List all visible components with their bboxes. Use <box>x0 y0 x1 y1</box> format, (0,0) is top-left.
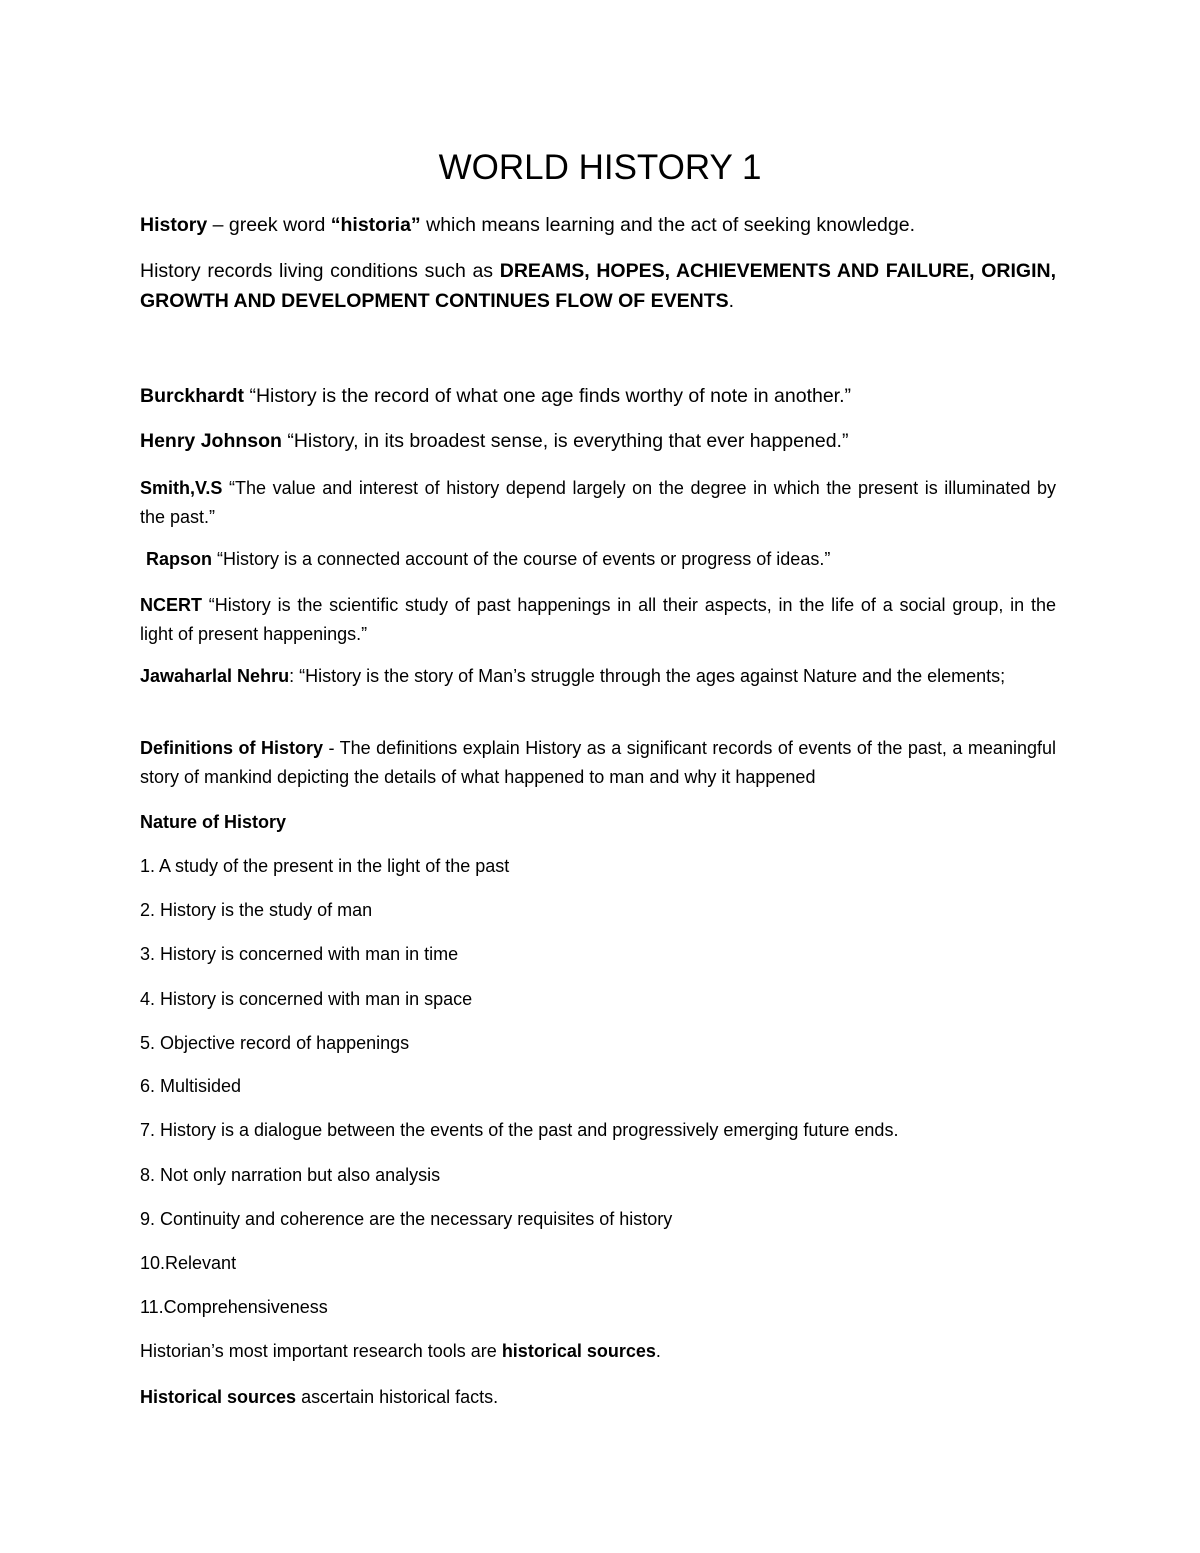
records-bold-list: DREAMS, HOPES, ACHIEVEMENTS AND FAILURE, ORIGIN, GROWTH AND DEVELOPMENT CONTINUES FLOW OF EVENTS <box>140 260 1056 312</box>
nature-item: 9. Continuity and coherence are the necessary requisites of history <box>140 1209 673 1229</box>
nature-item: 10.Relevant <box>140 1253 237 1273</box>
quote-rapson <box>146 545 1062 574</box>
quote-burckhardt <box>140 381 1056 411</box>
nature-heading-text: Nature of History <box>140 812 287 832</box>
document-title: WORLD HISTORY 1 <box>438 148 762 187</box>
nature-item: 8. Not only narration but also analysis <box>140 1165 441 1185</box>
history-definition <box>140 210 1056 240</box>
quote-author: Rapson <box>146 549 213 569</box>
quote-smith <box>140 474 1056 532</box>
quote-text: “History is the record of what one age finds worthy of note in another.” <box>244 385 852 407</box>
history-term: History <box>140 214 208 236</box>
quote-author: Jawaharlal Nehru <box>140 666 290 686</box>
nature-item: 7. History is a dialogue between the events of the past and progressively emerging future ends. <box>140 1120 899 1140</box>
history-definition-rest: which means learning and the act of seeking knowledge. <box>420 214 915 236</box>
quote-author: Henry Johnson <box>140 430 282 452</box>
nature-item: 6. Multisided <box>140 1076 242 1096</box>
quote-henry-johnson <box>140 426 1056 456</box>
nature-item: 2. History is the study of man <box>140 900 373 920</box>
quote-text: “The value and interest of history depend largely on the degree in which the present is illuminated by the past.” <box>140 478 1056 527</box>
nature-item: 4. History is concerned with man in space <box>140 989 473 1009</box>
historia-word: “historia” <box>330 214 421 236</box>
quote-author: Smith,V.S <box>140 478 223 498</box>
quote-ncert <box>140 591 1056 649</box>
history-dash-text: – greek word <box>207 214 331 236</box>
nature-heading <box>140 808 1056 837</box>
quote-author: Burckhardt <box>140 385 245 407</box>
quote-text: “History is a connected account of the course of events or progress of ideas.” <box>212 549 831 569</box>
sources-bold: Historical sources <box>140 1387 297 1407</box>
nature-item: 1. A study of the present in the light of the past <box>140 856 510 876</box>
quote-text: “History, in its broadest sense, is everything that ever happened.” <box>281 430 849 452</box>
nature-item: 3. History is concerned with man in time <box>140 944 459 964</box>
tools-paragraph <box>140 1337 1056 1366</box>
tools-text: Historian’s most important research tools are <box>140 1341 502 1361</box>
definitions-heading: Definitions of History <box>140 738 323 758</box>
tools-end: . <box>655 1341 661 1361</box>
sources-text: ascertain historical facts. <box>296 1387 499 1407</box>
quote-text: “History is the story of Man’s struggle through the ages against Nature and the elements; <box>294 666 1006 686</box>
history-records-paragraph <box>140 256 1056 316</box>
sources-paragraph <box>140 1383 1056 1412</box>
records-text: History records living conditions such as <box>140 260 500 282</box>
records-end: . <box>728 290 735 312</box>
definitions-paragraph <box>140 734 1056 792</box>
definitions-text: - The definitions explain History as a significant records of events of the past, a meaningful story of mankind depicting the details of what happened to man and why it happened <box>140 738 1056 787</box>
quote-colon: : <box>289 666 295 686</box>
quote-author: NCERT <box>140 595 202 615</box>
quote-text: “History is the scientific study of past happenings in all their aspects, in the life of a social group, in the light of present happenings.” <box>140 595 1056 644</box>
nature-item: 5. Objective record of happenings <box>140 1033 410 1053</box>
tools-bold: historical sources <box>501 1341 656 1361</box>
nature-item: 11.Comprehensiveness <box>140 1297 328 1317</box>
quote-nehru <box>140 662 1056 691</box>
